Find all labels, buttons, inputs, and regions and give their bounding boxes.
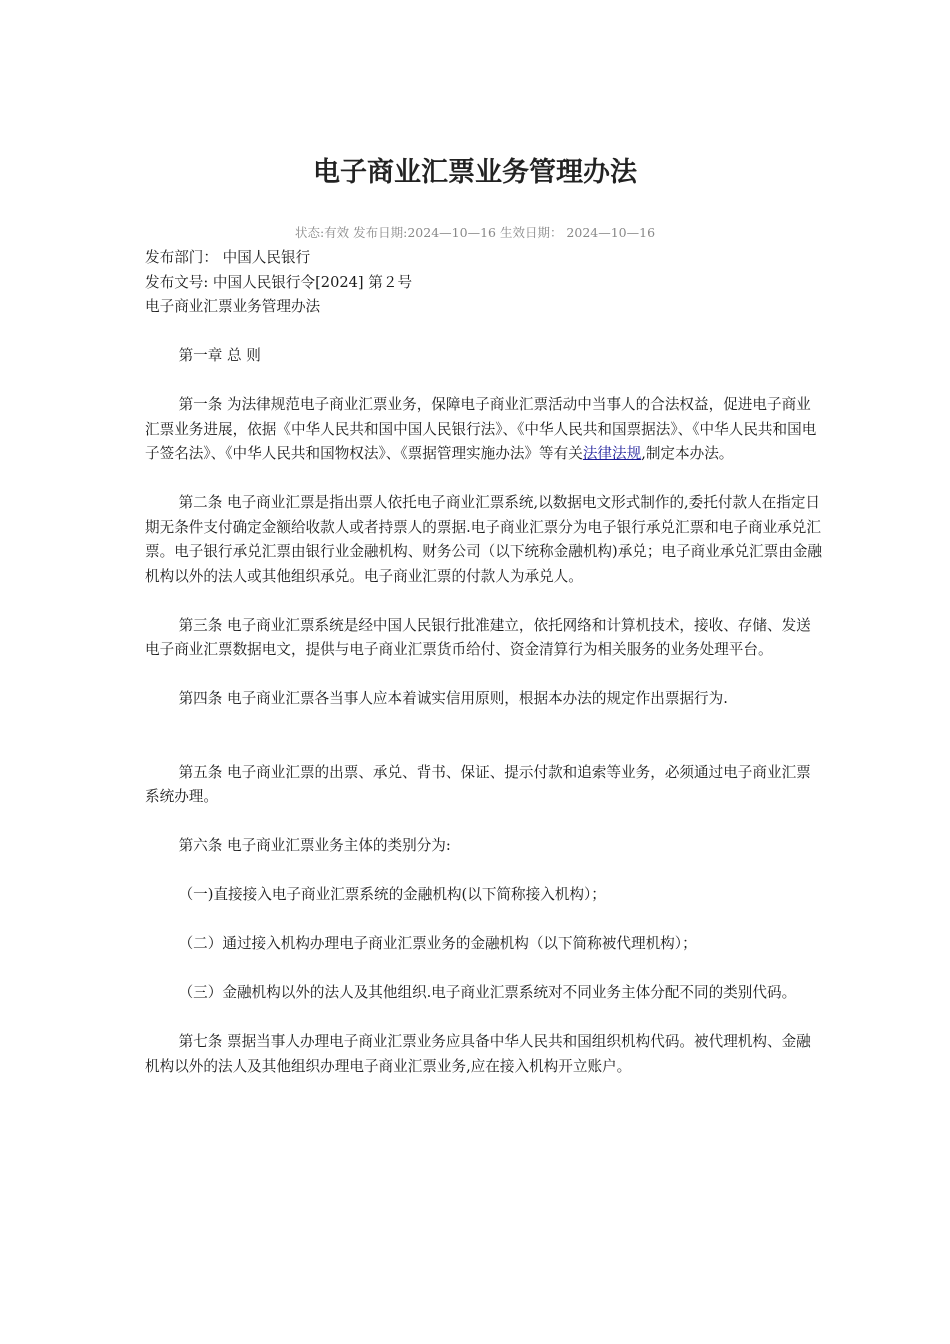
document-body	[145, 246, 825, 1079]
article-6: 第六条 电子商业汇票业务主体的类别分为:	[178, 837, 451, 854]
article-1	[145, 393, 825, 467]
spacer	[145, 712, 825, 761]
article-3: 第三条 电子商业汇票系统是经中国人民银行批准建立，依托网络和计算机技术，接收、存储、发送电子商业汇票数据电文，提供与电子商业汇票货币给付、资金清算行为相关服务的业务处理平台。	[145, 616, 811, 658]
spacer	[145, 369, 825, 394]
spacer	[145, 908, 825, 933]
article-5: 第五条 电子商业汇票的出票、承兑、背书、保证、提示付款和追索等业务，必须通过电子商业汇票系统办理。	[145, 763, 811, 805]
spacer	[145, 957, 825, 982]
document-number: 发布文号: 中国人民银行令[2024] 第２号	[145, 273, 413, 291]
article-1-tail: ,制定本办法。	[641, 445, 734, 462]
spacer	[145, 589, 825, 614]
chapter-heading: 第一章 总 则	[178, 347, 261, 364]
spacer	[145, 663, 825, 688]
spacer	[145, 320, 825, 345]
spacer	[145, 810, 825, 835]
spacer	[145, 467, 825, 492]
article-1-text: 第一条 为法律规范电子商业汇票业务，保障电子商业汇票活动中当事人的合法权益，促进电子商业汇票业务进展，依据《中华人民共和国中国人民银行法》、《中华人民共和国票据法》、《中华人民共和国电子签名法》、《中华人民共和国物权法》、《票据管理实施办法》等有关	[145, 396, 817, 462]
article-6-item-2: （二）通过接入机构办理电子商业汇票业务的金融机构（以下简称被代理机构）；	[178, 935, 697, 952]
article-6-item-1: （一)直接接入电子商业汇票系统的金融机构(以下简称接入机构）；	[178, 886, 606, 903]
status-meta-line: 状态:有效 发布日期:2024—10—16 生效日期： 2024—10—16	[294, 225, 656, 240]
document-subtitle: 电子商业汇票业务管理办法	[145, 298, 321, 315]
issuing-department: 发布部门： 中国人民银行	[145, 249, 311, 266]
article-2: 第二条 电子商业汇票是指出票人依托电子商业汇票系统,以数据电文形式制作的,委托付款人在指定日期无条件支付确定金额给收款人或者持票人的票据.电子商业汇票分为电子银行承兑汇票和电子商业承兑汇票。电子银行承兑汇票由银行业金融机构、财务公司（以下统称金融机构)承兑；电子商业承兑汇票由金融机构以外的法人或其他组织承兑。电子商业汇票的付款人为承兑人。	[145, 494, 823, 585]
laws-regulations-link[interactable]: 法律法规	[582, 445, 642, 462]
article-7: 第七条 票据当事人办理电子商业汇票业务应具备中华人民共和国组织机构代码。被代理机构、金融机构以外的法人及其他组织办理电子商业汇票业务,应在接入机构开立账户。	[145, 1033, 811, 1075]
spacer	[145, 1006, 825, 1031]
article-4: 第四条 电子商业汇票各当事人应本着诚实信用原则，根据本办法的规定作出票据行为.	[178, 690, 728, 707]
document-title: 电子商业汇票业务管理办法	[313, 157, 637, 188]
article-6-item-3: （三）金融机构以外的法人及其他组织.电子商业汇票系统对不同业务主体分配不同的类别代码。	[178, 984, 797, 1001]
spacer	[145, 859, 825, 884]
